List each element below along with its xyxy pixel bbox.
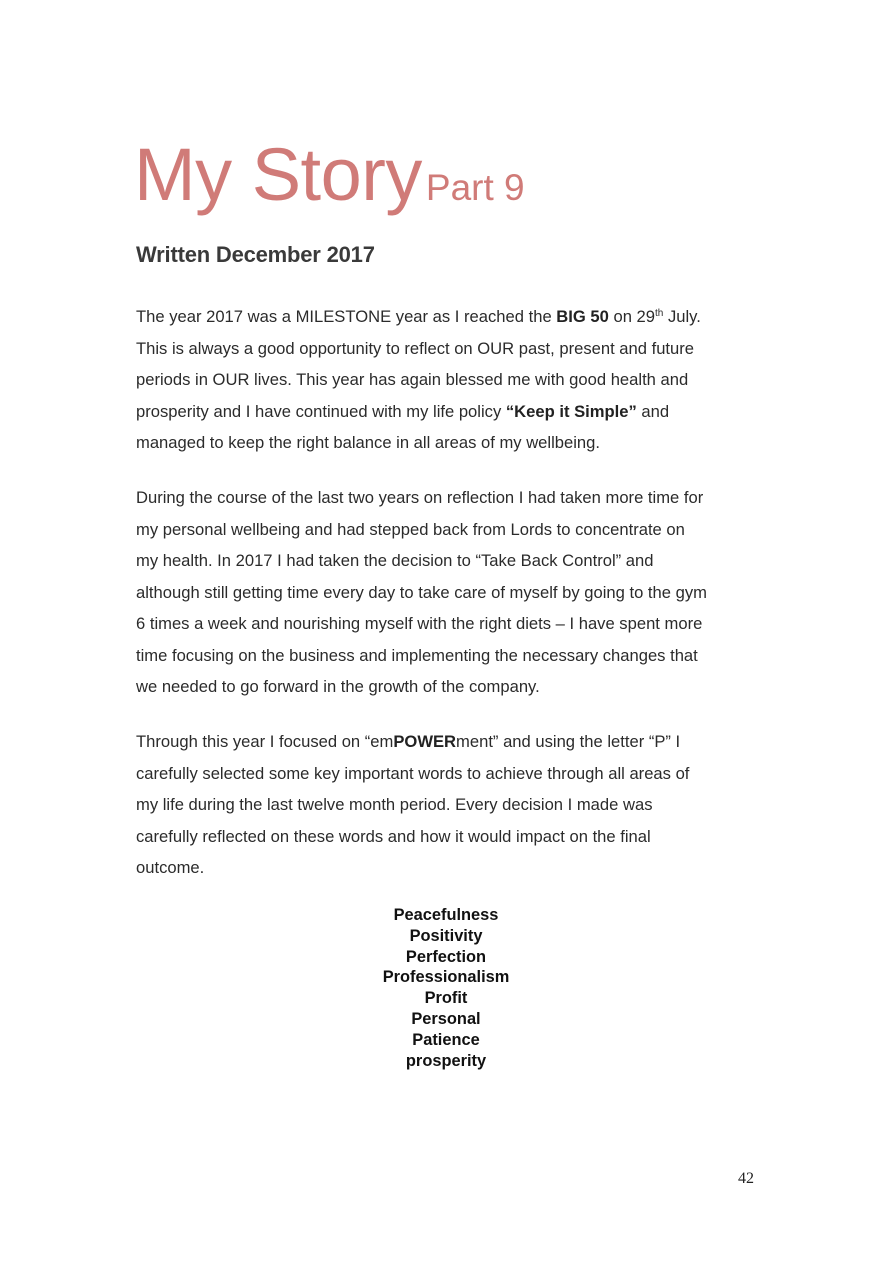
text-line	[136, 789, 776, 821]
text-segment: on 29	[608, 307, 655, 326]
text-line	[136, 671, 776, 703]
superscript-text: th	[655, 308, 664, 319]
paragraph-1	[136, 301, 776, 459]
text-line	[136, 514, 776, 546]
paragraph-3	[136, 726, 776, 884]
title-part: Part 9	[425, 167, 525, 208]
text-line	[136, 608, 776, 640]
word-item: Peacefulness	[393, 906, 499, 924]
text-segment: During the course of the last two years on reflection I had taken more time for	[136, 488, 704, 507]
written-date-heading: Written December 2017	[136, 242, 375, 267]
text-line	[136, 852, 776, 884]
word-item: Personal	[411, 1009, 481, 1028]
text-segment: my life during the last twelve month period. Every decision I made was	[136, 795, 653, 814]
word-item: Professionalism	[382, 968, 510, 987]
text-segment: although still getting time every day to take care of myself by going to the gym	[136, 582, 707, 602]
text-line	[136, 396, 776, 428]
text-segment: carefully selected some key important words to achieve through all areas of	[136, 763, 690, 783]
word-item: Positivity	[409, 926, 483, 945]
text-line	[136, 333, 776, 365]
page-number: 42	[738, 1170, 754, 1187]
text-segment: my personal wellbeing and had stepped back from Lords to concentrate on	[136, 519, 685, 539]
p-words-list	[346, 905, 546, 1071]
word-item: Profit	[424, 989, 468, 1008]
word-item: Perfection	[405, 947, 487, 966]
text-line	[136, 758, 776, 790]
text-segment: The year 2017 was a MILESTONE year as I reached the	[136, 307, 557, 326]
text-segment: and	[636, 401, 670, 421]
text-segment: This is always a good opportunity to reflect on OUR past, present and future	[136, 338, 695, 358]
title-main: My Story	[134, 133, 422, 216]
text-line	[136, 821, 776, 853]
bold-text: POWER	[393, 732, 457, 751]
text-line	[136, 364, 776, 396]
text-segment: July.	[663, 307, 701, 326]
text-segment: managed to keep the right balance in all areas of my wellbeing.	[136, 433, 600, 452]
paragraph-2	[136, 482, 776, 703]
text-segment: ment” and using the letter “P” I	[456, 732, 681, 751]
text-segment: carefully reflected on these words and how it would impact on the final	[136, 826, 651, 846]
text-line	[136, 427, 776, 459]
text-line	[136, 545, 776, 577]
text-line	[136, 482, 776, 514]
text-segment: my health. In 2017 I had taken the decision to “Take Back Control” and	[136, 551, 654, 570]
text-line	[136, 640, 776, 672]
text-segment: we needed to go forward in the growth of the company.	[136, 677, 540, 696]
text-segment: periods in OUR lives. This year has again blessed me with good health and	[136, 370, 689, 389]
text-line	[136, 577, 776, 609]
page-title	[134, 130, 525, 233]
text-segment: prosperity and I have continued with my life policy	[136, 401, 506, 421]
bold-text: BIG 50	[556, 307, 609, 326]
text-segment: time focusing on the business and implementing the necessary changes that	[136, 645, 698, 665]
text-segment: Through this year I focused on “em	[136, 732, 394, 751]
word-item: prosperity	[405, 1051, 487, 1070]
text-line	[136, 301, 776, 333]
word-item: Patience	[412, 1030, 480, 1049]
bold-text: “Keep it Simple”	[505, 401, 637, 421]
text-segment: 6 times a week and nourishing myself with the right diets – I have spent more	[136, 614, 703, 633]
text-segment: outcome.	[136, 858, 205, 877]
text-line	[136, 726, 776, 758]
